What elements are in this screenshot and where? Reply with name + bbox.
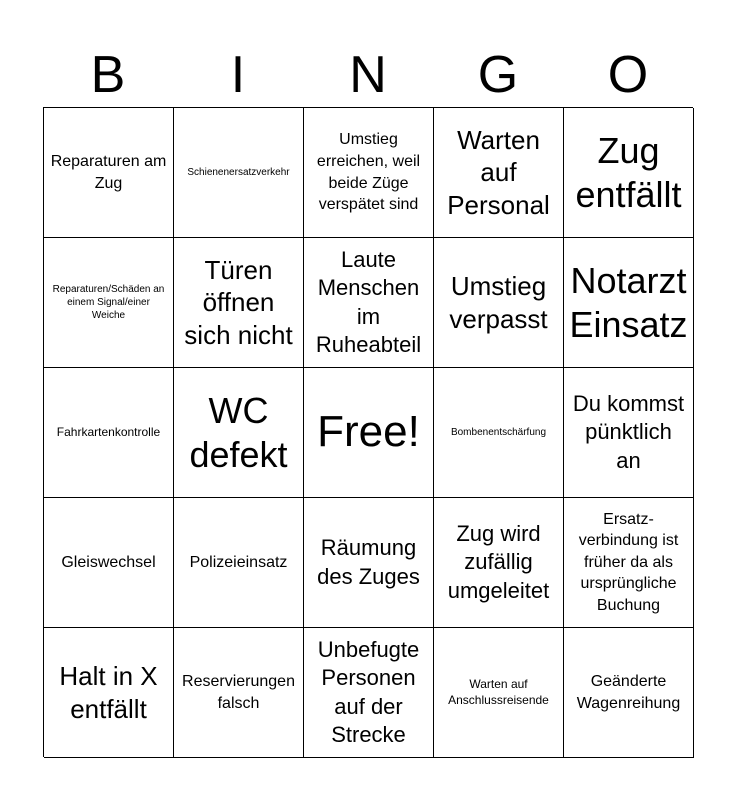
bingo-cell[interactable]: Polizeieinsatz	[174, 498, 304, 628]
header-letter-g: G	[477, 46, 519, 104]
bingo-cell[interactable]: Umstieg erreichen, weil beide Züge verspätet sind	[304, 108, 434, 238]
bingo-cell[interactable]: Reparaturen am Zug	[44, 108, 174, 238]
bingo-cell[interactable]: Ersatz-verbindung ist früher da als ursprüngliche Buchung	[564, 498, 694, 628]
free-cell[interactable]: Free!	[304, 368, 434, 498]
bingo-cell[interactable]: Gleiswechsel	[44, 498, 174, 628]
bingo-cell[interactable]: Warten auf Personal	[434, 108, 564, 238]
bingo-cell[interactable]: Geänderte Wagenreihung	[564, 628, 694, 758]
bingo-cell[interactable]: Türen öffnen sich nicht	[174, 238, 304, 368]
bingo-cell[interactable]: Zug entfällt	[564, 108, 694, 238]
header-letter-b: B	[90, 46, 126, 104]
bingo-cell[interactable]: WC defekt	[174, 368, 304, 498]
bingo-cell[interactable]: Räumung des Zuges	[304, 498, 434, 628]
bingo-board	[43, 107, 693, 757]
bingo-cell[interactable]: Reparaturen/Schäden an einem Signal/einer Weiche	[44, 238, 174, 368]
bingo-header	[43, 42, 693, 108]
bingo-cell[interactable]: Notarzt Einsatz	[564, 238, 694, 368]
bingo-cell[interactable]: Umstieg verpasst	[434, 238, 564, 368]
bingo-cell[interactable]: Reservierungen falsch	[174, 628, 304, 758]
bingo-cell[interactable]: Fahrkartenkontrolle	[44, 368, 174, 498]
header-letter-n: N	[349, 46, 387, 104]
bingo-cell[interactable]: Halt in X entfällt	[44, 628, 174, 758]
bingo-cell[interactable]: Bombenentschärfung	[434, 368, 564, 498]
header-letter-o: O	[607, 46, 649, 104]
bingo-cell[interactable]: Du kommst pünktlich an	[564, 368, 694, 498]
bingo-cell[interactable]: Laute Menschen im Ruheabteil	[304, 238, 434, 368]
header-letter-i: I	[230, 46, 246, 104]
bingo-cell[interactable]: Schienenersatzverkehr	[174, 108, 304, 238]
bingo-cell[interactable]: Unbefugte Personen auf der Strecke	[304, 628, 434, 758]
bingo-cell[interactable]: Zug wird zufällig umgeleitet	[434, 498, 564, 628]
bingo-cell[interactable]: Warten auf Anschlussreisende	[434, 628, 564, 758]
